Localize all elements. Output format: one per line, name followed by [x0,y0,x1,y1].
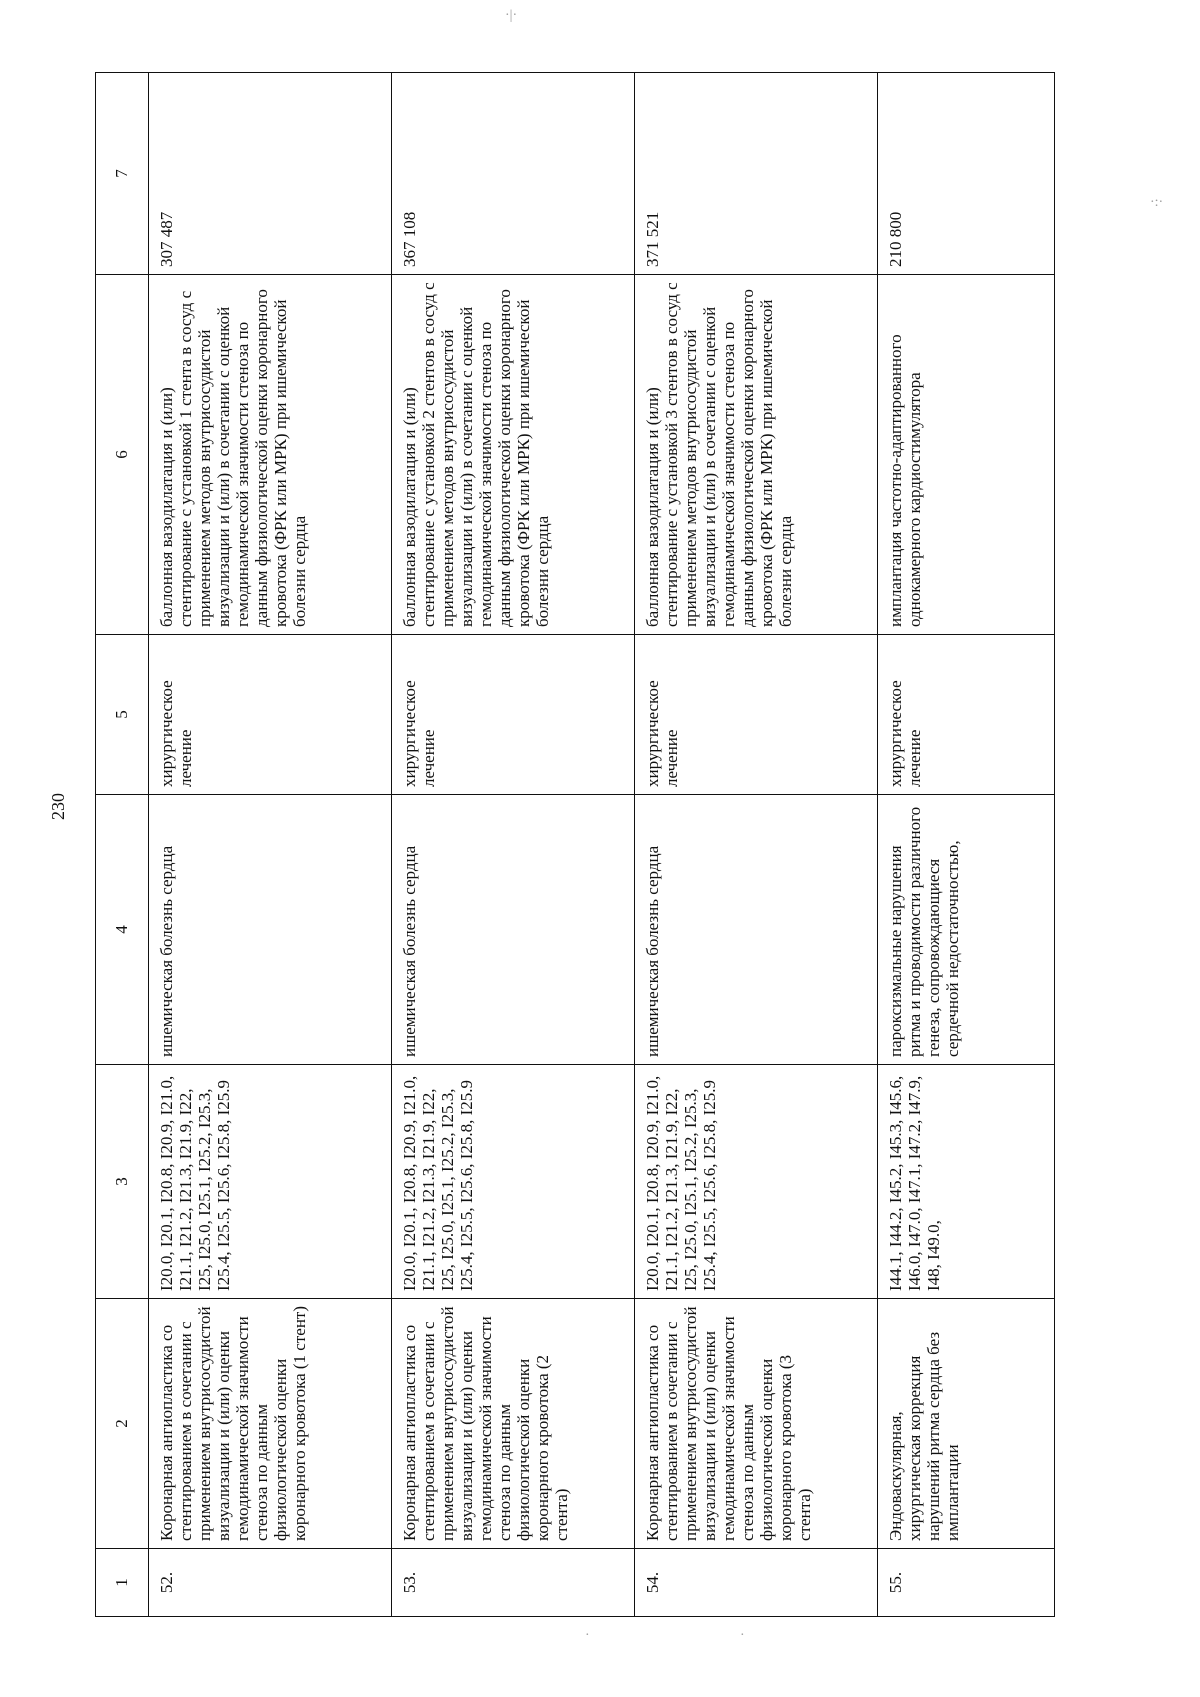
row-number: 52. [149,1549,392,1617]
patient-model: ишемическая болезнь сердца [635,795,878,1065]
patient-model: пароксизмальные нарушения ритма и проводимости различного генеза, сопровождающиеся сердечной недостаточностью, [878,795,1055,1065]
treatment-type: хирургическое лечение [392,635,635,795]
icd-codes: I20.0, I20.1, I20.8, I20.9, I21.0, I21.1, I21.2, I21.3, I21.9, I22, I25, I25.0, I25.1, I25.2, I25.3, I25.4, I25.5, I25.6, I25.8, I25.9 [392,1065,635,1299]
table-row [635,73,878,1617]
patient-model: ишемическая болезнь сердца [392,795,635,1065]
cost: 210 800 [878,73,1055,275]
cost: 371 521 [635,73,878,275]
page-number: 230 [48,793,68,820]
service-name: Коронарная ангиопластика со стентированием в сочетании с применением внутрисосудистой визуализации и (или) оценки гемодинамической значимости стеноза по данным физиологической оценки коронарного кровотока (2 стента) [392,1299,635,1549]
row-number: 53. [392,1549,635,1617]
header-cell: 1 [96,1549,149,1617]
treatment-type: хирургическое лечение [149,635,392,795]
treatment-method: баллонная вазодилатация и (или) стентирование с установкой 3 стентов в сосуд с применением методов внутрисосудистой визуализации и (или) в сочетании с оценкой гемодинамической значимости стеноза по данным физиологической оценки коронарного кровотока (ФРК или МРК) при ишемической болезни сердца [635,275,878,635]
icd-codes: I44.1, I44.2, I45.2, I45.3, I45.6, I46.0, I47.0, I47.1, I47.2, I47.9, I48, I49.0, [878,1065,1055,1299]
treatment-method: баллонная вазодилатация и (или) стентирование с установкой 2 стентов в сосуд с применением методов внутрисосудистой визуализации и (или) в сочетании с оценкой гемодинамической значимости стеноза по данным физиологической оценки коронарного кровотока (ФРК или МРК) при ишемической болезни сердца [392,275,635,635]
treatment-type: хирургическое лечение [635,635,878,795]
header-cell: 6 [96,275,149,635]
header-cell: 2 [96,1299,149,1549]
service-name: Коронарная ангиопластика со стентированием в сочетании с применением внутрисосудистой визуализации и (или) оценки гемодинамической значимости стеноза по данным физиологической оценки коронарного кровотока (3 стента) [635,1299,878,1549]
header-cell: 3 [96,1065,149,1299]
service-name: Коронарная ангиопластика со стентированием в сочетании с применением внутрисосудистой визуализации и (или) оценки гемодинамической значимости стеноза по данным физиологической оценки коронарного кровотока (1 стент) [149,1299,392,1549]
patient-model: ишемическая болезнь сердца [149,795,392,1065]
margin-mark: ·|· [505,8,518,23]
header-row [96,73,149,1617]
icd-codes: I20.0, I20.1, I20.8, I20.9, I21.0, I21.1, I21.2, I21.3, I21.9, I22, I25, I25.0, I25.1, I25.2, I25.3, I25.4, I25.5, I25.6, I25.8, I25.9 [635,1065,878,1299]
treatment-method: имплантация частотно-адаптированного однокамерного кардиостимулятора [878,275,1055,635]
header-cell: 7 [96,73,149,275]
icd-codes: I20.0, I20.1, I20.8, I20.9, I21.0, I21.1, I21.2, I21.3, I21.9, I22, I25, I25.0, I25.1, I25.2, I25.3, I25.4, I25.5, I25.6, I25.8, I25.9 [149,1065,392,1299]
header-cell: 4 [96,795,149,1065]
table-row [392,73,635,1617]
table-row [149,73,392,1617]
cost: 307 487 [149,73,392,275]
margin-mark: ·:· [1150,195,1164,210]
row-number: 55. [878,1549,1055,1617]
treatment-method: баллонная вазодилатация и (или) стентирование с установкой 1 стента в сосуд с применением методов внутрисосудистой визуализации и (или) в сочетании с оценкой гемодинамической значимости стеноза по данным физиологической оценки коронарного кровотока (ФРК или МРК) при ишемической болезни сердца [149,275,392,635]
row-number: 54. [635,1549,878,1617]
treatment-type: хирургическое лечение [878,635,1055,795]
services-table [95,72,1055,1617]
margin-mark: · [585,1628,590,1643]
service-name: Эндоваскулярная, хирургическая коррекция нарушений ритма сердца без имплантации [878,1299,1055,1549]
header-cell: 5 [96,635,149,795]
margin-mark: · [740,1628,745,1643]
table-row [878,73,1055,1617]
cost: 367 108 [392,73,635,275]
